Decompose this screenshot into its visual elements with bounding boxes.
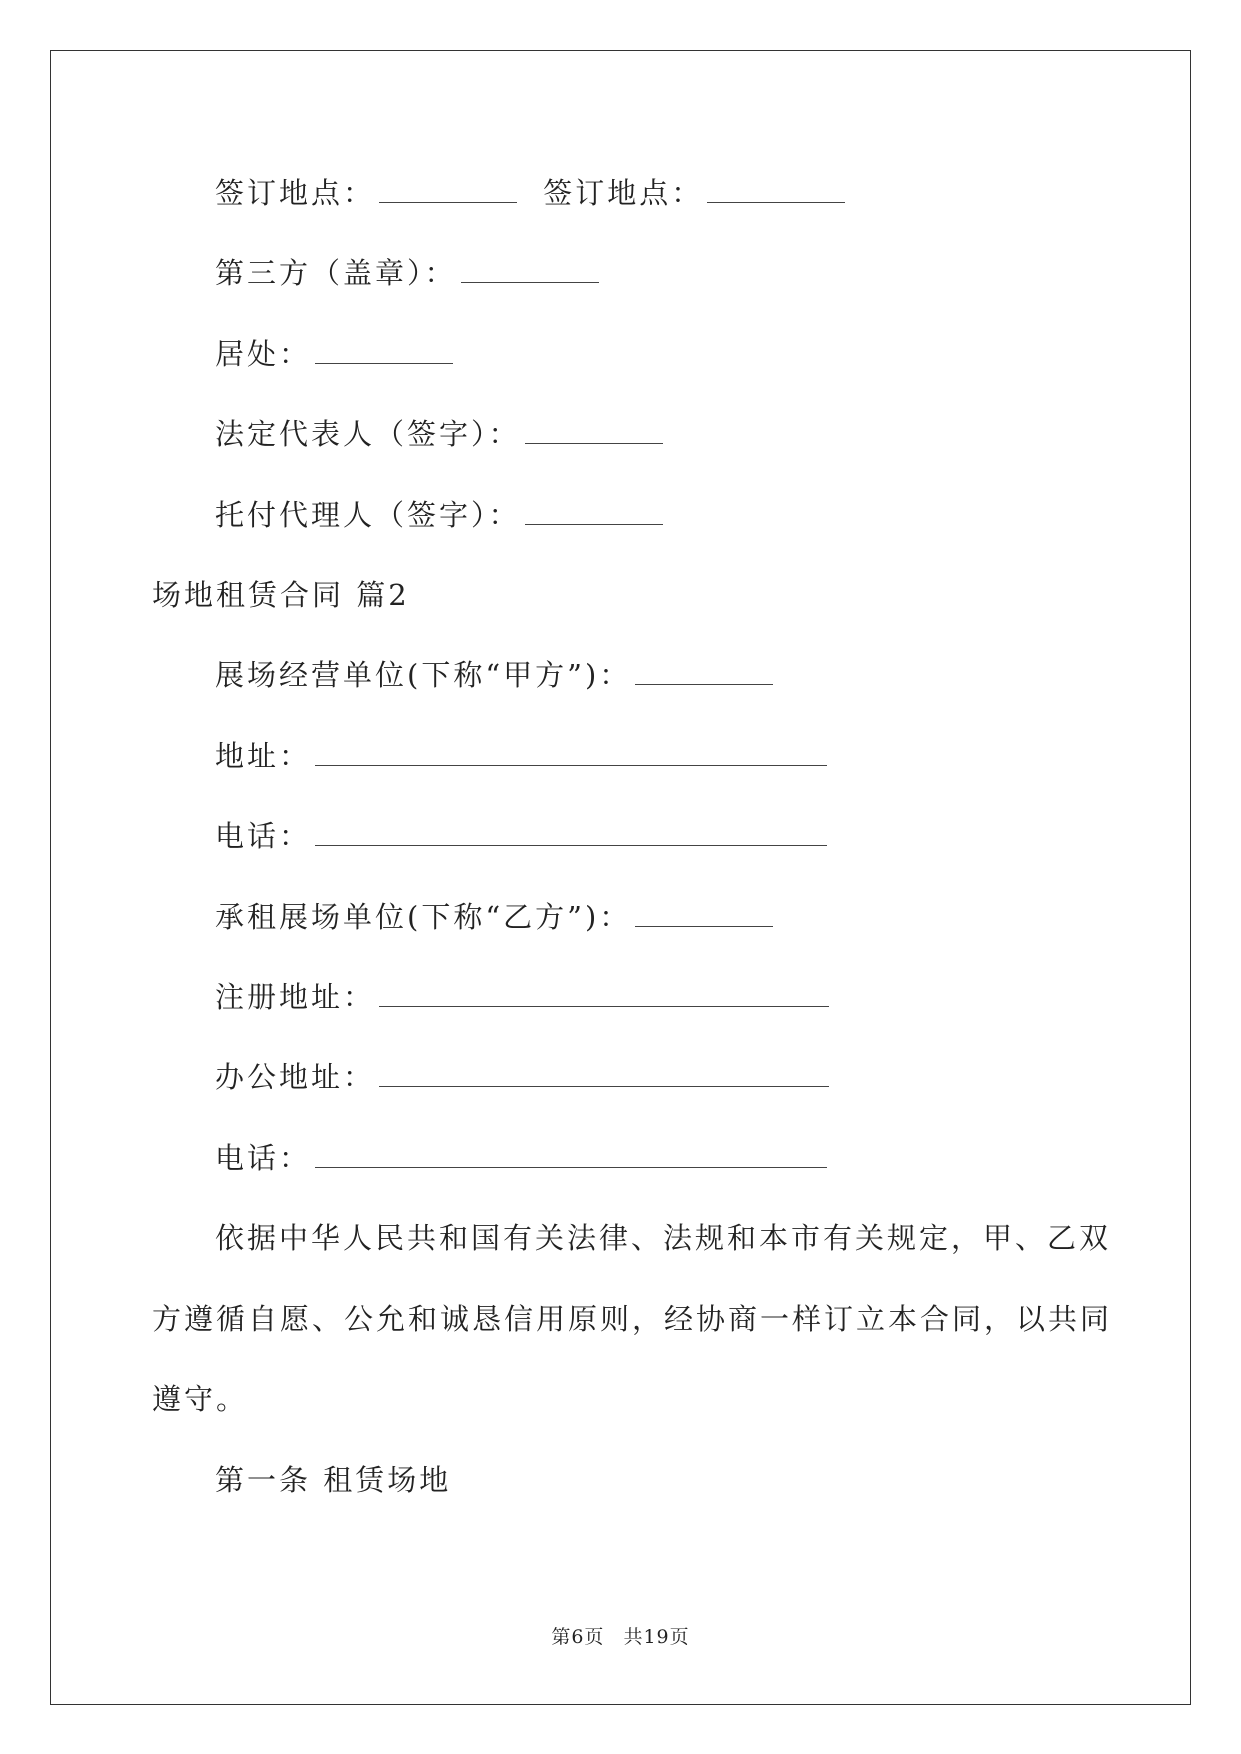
phone-blank-2[interactable] [315, 1143, 827, 1168]
legal-rep-row [215, 414, 663, 454]
paragraph-line-1: 依据中华人民共和国有关法律、法规和本市有关规定，甲、乙双 [215, 1221, 1112, 1255]
sign-location-blank-1[interactable] [379, 178, 517, 203]
agent-row [215, 495, 663, 535]
page-number: 第6页 [551, 1626, 605, 1648]
reg-address-row [215, 977, 829, 1017]
sign-location-label-2: 签订地点： [543, 176, 704, 210]
office-address-blank[interactable] [379, 1062, 829, 1087]
sign-location-row [215, 173, 845, 213]
party-a-label: 展场经营单位(下称“甲方”)： [215, 658, 632, 692]
reg-address-label: 注册地址： [215, 980, 376, 1014]
sign-location-label-1: 签订地点： [215, 176, 376, 210]
party-b-label: 承租展场单位(下称“乙方”)： [215, 900, 632, 934]
sign-location-blank-2[interactable] [707, 178, 845, 203]
legal-rep-blank[interactable] [525, 419, 663, 444]
article-1-heading: 第一条 租赁场地 [215, 1463, 452, 1497]
address-label: 地址： [215, 739, 312, 773]
residence-row [215, 334, 453, 374]
residence-label: 居处： [215, 337, 312, 371]
residence-blank[interactable] [315, 339, 453, 364]
office-address-label: 办公地址： [215, 1060, 376, 1094]
third-party-row [215, 253, 599, 293]
third-party-label: 第三方（盖章）： [215, 256, 457, 290]
agent-label: 托付代理人（签字）： [215, 498, 521, 532]
phone-row-2 [215, 1138, 827, 1178]
phone-row-1 [215, 816, 827, 856]
paragraph-line-3: 遵守。 [152, 1382, 249, 1416]
page-border [50, 50, 1191, 1705]
page-total: 共19页 [623, 1626, 690, 1648]
legal-rep-label: 法定代表人（签字）： [215, 417, 521, 451]
third-party-blank[interactable] [461, 258, 599, 283]
paragraph-line-2: 方遵循自愿、公允和诚恳信用原则，经协商一样订立本合同，以共同 [152, 1302, 1113, 1336]
address-row [215, 736, 827, 776]
party-a-row [215, 655, 773, 695]
address-blank[interactable] [315, 741, 827, 766]
reg-address-blank[interactable] [379, 982, 829, 1007]
page-footer [0, 1622, 1241, 1649]
section-title: 场地租赁合同 篇2 [152, 578, 410, 612]
office-address-row [215, 1057, 829, 1097]
phone-label-1: 电话： [215, 819, 312, 853]
party-b-blank[interactable] [635, 902, 773, 927]
party-a-blank[interactable] [635, 660, 773, 685]
phone-blank-1[interactable] [315, 821, 827, 846]
phone-label-2: 电话： [215, 1141, 312, 1175]
party-b-row [215, 897, 773, 937]
agent-blank[interactable] [525, 500, 663, 525]
